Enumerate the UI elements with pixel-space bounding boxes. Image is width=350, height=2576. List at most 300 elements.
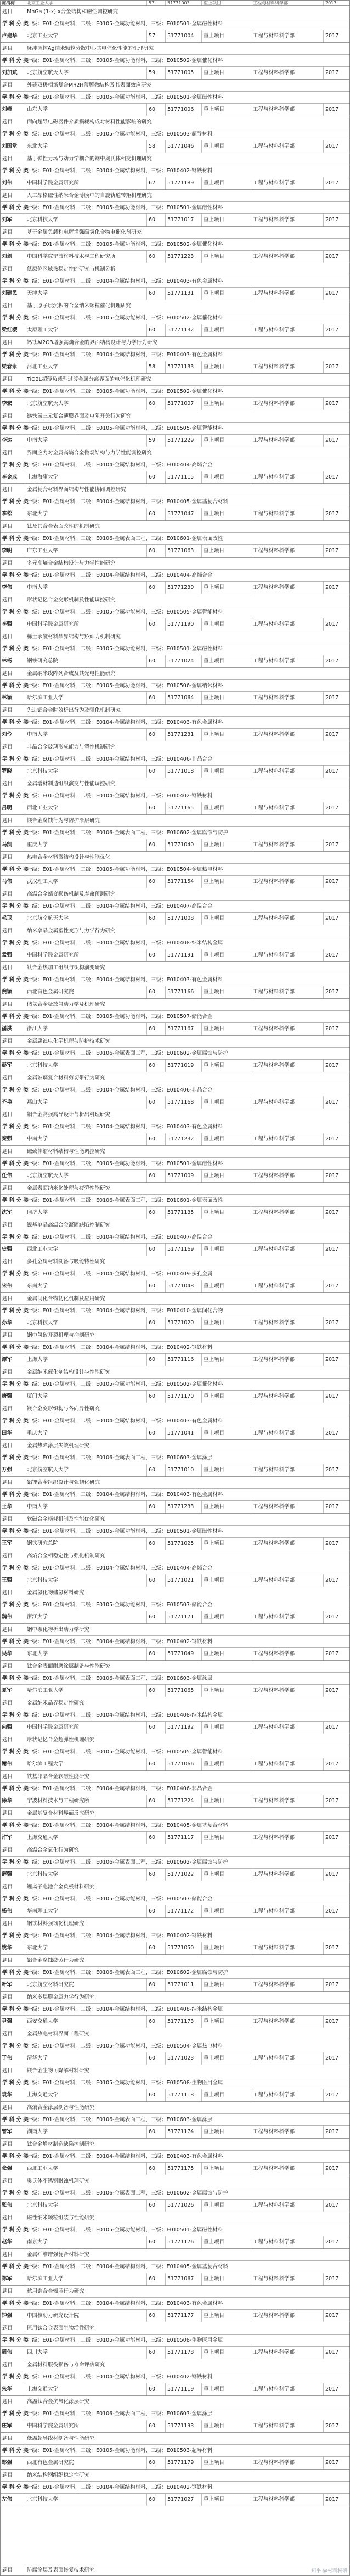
applicant-name: 沈军 (2, 1210, 13, 1216)
grant-type: 重上项目 (201, 471, 251, 483)
title-label: 题目 (2, 1700, 13, 1706)
subject-label: 学 科 分 类 (2, 1271, 29, 1277)
title-label: 题目 (2, 1627, 13, 1633)
amount: 60 (146, 1979, 165, 1991)
institution: 西北有色金属研究院 (25, 2457, 146, 2469)
grant-title: 金属热电材料界面工程研究 (25, 2028, 349, 2040)
subject-line (1, 1893, 349, 1905)
year: 2017 (323, 1979, 349, 1991)
amount: 60 (146, 1096, 165, 1109)
grant-code: 51771027 (165, 2494, 201, 2506)
title-label: 题目 (2, 229, 13, 235)
subject-line (1, 312, 349, 324)
grant-type: 重上项目 (201, 2310, 251, 2322)
institution: 武汉理工大学 (25, 876, 146, 888)
institution: 北京科技大学 (25, 1869, 146, 1881)
department: 工程与材料科学部 (251, 1942, 323, 1954)
title-label: 题目 (2, 9, 13, 15)
grant-title: 镁合金生物可降解材料研究 (25, 2065, 349, 2077)
title-label: 题目 (2, 1185, 13, 1191)
record-type: 重上项目 (201, 1, 251, 5)
grant-code: 51771021 (165, 1574, 201, 1587)
title-line (1, 1219, 349, 1231)
grant-type: 重上项目 (201, 1244, 251, 1256)
amount: 60 (146, 2457, 165, 2469)
grant-entry (1, 1293, 349, 1330)
year: 2017 (323, 2089, 349, 2101)
institution: 东北大学 (25, 508, 146, 520)
amount: 60 (146, 1464, 165, 1476)
institution: 华南理工大学 (25, 1905, 146, 1917)
title-label: 题目 (2, 2252, 13, 2258)
record-line (1, 2200, 349, 2212)
institution: 西安交通大学 (25, 2016, 146, 2028)
year: 2017 (323, 2200, 349, 2212)
subject-line (1, 717, 349, 729)
applicant-name: 林杨 (2, 658, 13, 664)
subject-label: 学 科 分 类 (2, 2264, 29, 2270)
subject-classification: 一级：E01-金属材料，二级：E0104-金属结构材料，三级：E010406-非晶合金 (25, 753, 349, 765)
institution: 天津大学 (25, 288, 146, 300)
year: 2017 (323, 949, 349, 961)
grant-entry (1, 2102, 349, 2139)
applicant-name: 秦强 (2, 1136, 13, 1142)
applicant-name: 刘剑 (2, 254, 13, 260)
year: 2017 (323, 1280, 349, 1292)
grant-entry (1, 1808, 349, 1844)
institution: 上海交通大学 (25, 2383, 146, 2395)
title-label: 题目 (2, 1847, 13, 1853)
subject-classification: 一级：E01-金属材料，二级：E0105-金属功能材料，三级：E010507-储能合金 (25, 1893, 349, 1905)
year: 2017 (323, 2310, 349, 2322)
grant-code: 51771063 (165, 545, 201, 557)
title-label: 题目 (2, 2141, 13, 2147)
subject-line (1, 937, 349, 949)
department: 工程与材料科学部 (251, 949, 323, 961)
grant-type: 重上项目 (201, 2457, 251, 2469)
grant-type: 重上项目 (201, 1023, 251, 1035)
amount: 60 (146, 2126, 165, 2138)
grant-code: 51771005 (165, 67, 201, 79)
title-line (1, 116, 349, 128)
title-label: 题目 (2, 82, 13, 88)
year: 2017 (323, 1538, 349, 1550)
grant-entry (1, 1514, 349, 1550)
grant-entry (1, 1183, 349, 1219)
record-line (1, 1501, 349, 1513)
year: 2017 (323, 2457, 349, 2469)
institution: 西北工业大学 (25, 1244, 146, 1256)
department: 工程与材料科学部 (251, 435, 323, 447)
department: 工程与材料科学部 (251, 1427, 323, 1439)
grant-type: 重上项目 (201, 876, 251, 888)
subject-classification: 一级：E01-金属材料，二级：E0104-金属结构材料，三级：E010402-钢铁材料 (25, 1930, 349, 1942)
institution: 广东工业大学 (25, 545, 146, 557)
title-label: 题目 (2, 1590, 13, 1596)
amount: 60 (146, 2310, 165, 2322)
department: 工程与材料科学部 (251, 1648, 323, 1660)
applicant-name: 孟强 (2, 952, 13, 958)
grant-type: 重上项目 (201, 618, 251, 631)
grant-entry (1, 815, 349, 852)
institution: 四川大学 (25, 2347, 146, 2359)
applicant-name: 许军 (2, 1835, 13, 1841)
applicant-name: 郑军 (2, 2276, 13, 2282)
department: 工程与材料科学部 (251, 1464, 323, 1476)
grant-type: 重上项目 (201, 766, 251, 778)
record-line (1, 288, 349, 300)
applicant-name: 马伟 (2, 879, 13, 885)
grant-title: 铜合金高强高导设计与析出机理研究 (25, 1109, 349, 1121)
grant-entry (1, 2359, 349, 2396)
title-line (1, 2139, 349, 2151)
grant-type: 重上项目 (201, 1427, 251, 1439)
grant-code: 51771024 (165, 655, 201, 667)
amount: 60 (146, 2236, 165, 2248)
subject-line (1, 239, 349, 251)
department: 工程与材料科学部 (251, 288, 323, 300)
department: 工程与材料科学部 (251, 2420, 323, 2432)
grant-entry (1, 1955, 349, 1992)
institution: 北京航空航天大学 (25, 67, 146, 79)
institution: 中南大学 (25, 1501, 146, 1513)
institution: 东北大学 (25, 1648, 146, 1660)
grant-type: 重上项目 (201, 692, 251, 704)
title-label: 题目 (2, 1443, 13, 1449)
applicant-name: 马凯 (2, 842, 13, 848)
record-line (1, 2016, 349, 2028)
subject-line (1, 790, 349, 802)
applicant-name: 谢伟 (2, 1761, 13, 1767)
applicant-name: 夏军 (2, 1688, 13, 1694)
record-line (1, 1648, 349, 1660)
applicant-name: 李明 (2, 548, 13, 554)
institution: 北京工业大学 (25, 30, 146, 42)
subject-label: 学 科 分 类 (2, 2043, 29, 2049)
grant-entry (1, 447, 349, 484)
subject-classification: 一级：E01-金属材料，二级：E0106-金属表面工程，三级：E010602-金属腐蚀与防护 (25, 1967, 349, 1978)
subject-label: 学 科 分 类 (2, 1455, 29, 1461)
grant-title: 形状记忆合金变形机制及性能调控研究 (25, 594, 349, 606)
grant-entry (1, 668, 349, 705)
amount: 60 (146, 1501, 165, 1513)
grant-entry (1, 1109, 349, 1146)
grant-code: 51771173 (165, 2016, 201, 2028)
title-label: 题目 (2, 928, 13, 934)
subject-label: 学 科 分 类 (2, 903, 29, 909)
subject-label: 学 科 分 类 (2, 1602, 29, 1608)
subject-classification: 一级：E01-金属材料，二级：E0104-金属结构材料，三级：E010405-金属基复合材料 (25, 1820, 349, 1831)
title-line (1, 1550, 349, 1562)
record-unit: 北京工业大学 (25, 1, 146, 5)
record-line (1, 1722, 349, 1734)
amount: 60 (146, 1133, 165, 1145)
grant-code: 51771041 (165, 1427, 201, 1439)
bottom-title-row (1, 2564, 349, 2575)
title-line (1, 2359, 349, 2371)
record-line (1, 361, 349, 373)
subject-label: 学 科 分 类 (2, 940, 29, 946)
subject-classification: 一级：E01-金属材料，二级：E0105-金属功能材料，三级：E010507-储能合金 (25, 1011, 349, 1022)
department: 工程与材料科学部 (251, 1023, 323, 1035)
department: 工程与材料科学部 (251, 1832, 323, 1844)
subject-classification: 一级：E01-金属材料，二级：E0106-金属表面工程，三级：E010602-金属腐蚀与防护 (25, 827, 349, 839)
grant-code: 51771192 (165, 1722, 201, 1734)
title-line (1, 668, 349, 680)
amount: 57 (146, 30, 165, 42)
grant-code: 51771066 (165, 1758, 201, 1770)
institution: 中国科学院金属研究所 (25, 2420, 146, 2432)
title-label: 题目 (2, 560, 13, 566)
record-line (1, 2420, 349, 2432)
applicant-name: 王军 (2, 1540, 13, 1546)
grant-title: 镁合金腐蚀行为与防护涂层研究 (25, 815, 349, 826)
subject-classification: 一级：E01-金属材料，二级：E0105-金属功能材料，三级：E010501-金属磁性材料 (25, 643, 349, 655)
title-label: 题目 (2, 2362, 13, 2368)
department: 工程与材料科学部 (251, 2126, 323, 2138)
title-line (1, 1734, 349, 1746)
grant-title: MnGa (1-x) x合金结构和磁性调控研究 (25, 6, 349, 18)
department: 工程与材料科学部 (251, 766, 323, 778)
title-line (1, 1036, 349, 1048)
subject-label: 学 科 分 类 (2, 1234, 29, 1240)
grant-title: 磁性纳米颗粒组装与性能研究 (25, 2212, 349, 2224)
record-line (1, 2089, 349, 2101)
subject-label: 学 科 分 类 (2, 2190, 29, 2196)
institution: 北京科技大学 (25, 1060, 146, 1072)
grant-title: 低温超导线材制备与性能研究 (25, 2433, 349, 2444)
subject-label: 学 科 分 类 (2, 131, 29, 137)
grant-entry (1, 410, 349, 447)
record-line (1, 1979, 349, 1991)
grant-title: 金属氢化物储氢材料研究 (25, 1587, 349, 1599)
grant-title: 金属增材制造组织演变与性能调控研究 (25, 778, 349, 790)
title-line (1, 300, 349, 312)
title-label: 题目 (2, 303, 13, 309)
amount: 60 (146, 2016, 165, 2028)
title-label: 题目 (2, 891, 13, 897)
grant-type: 重上项目 (201, 2089, 251, 2101)
year: 2017 (323, 545, 349, 557)
subject-classification: 一级：E01-金属材料，二级：E0105-金属功能材料，三级：E010506-金属纳米材料 (25, 680, 349, 691)
grant-code: 51771131 (165, 288, 201, 300)
grant-code: 51771190 (165, 618, 201, 631)
year: 2017 (323, 1574, 349, 1587)
subject-label: 学 科 分 类 (2, 1786, 29, 1792)
department: 工程与材料科学部 (251, 876, 323, 888)
institution: 中南大学 (25, 582, 146, 594)
record-line (1, 1869, 349, 1881)
year: 2017 (323, 1207, 349, 1219)
subject-classification: 一级：E01-金属材料，二级：E0106-金属表面工程，三级：E010603-金属涂层 (25, 1452, 349, 1464)
title-line (1, 594, 349, 606)
title-line (1, 1109, 349, 1121)
applicant-name: 吴华 (2, 1651, 13, 1657)
title-label: 题目 (2, 1921, 13, 1927)
subject-classification: 一级：E01-金属材料，二级：E0105-金属功能材料，三级：E010502-金属催化材料 (25, 386, 349, 397)
department: 工程与材料科学部 (251, 1685, 323, 1697)
subject-line (1, 974, 349, 986)
grant-type: 重上项目 (201, 1942, 251, 1954)
subject-classification: 一级：E01-金属材料，二级：E0105-金属功能材料，三级：E010501-金属磁性材料 (25, 2224, 349, 2236)
grant-type: 重上项目 (201, 1648, 251, 1660)
grant-code: 51771006 (165, 104, 201, 116)
title-line (1, 631, 349, 643)
institution: 北京科技大学 (25, 214, 146, 226)
amount: 60 (146, 1942, 165, 1954)
record-line (1, 1170, 349, 1182)
record-line (1, 214, 349, 226)
subject-label: 学 科 分 类 (2, 1859, 29, 1865)
title-label: 题目 (2, 2325, 13, 2331)
subject-line (1, 1562, 349, 1574)
subject-label: 学 科 分 类 (2, 683, 29, 689)
amount: 59 (146, 67, 165, 79)
department: 工程与材料科学部 (251, 839, 323, 851)
applicant-name: 梁红樱 (2, 327, 18, 333)
grant-type: 重上项目 (201, 140, 251, 153)
amount: 60 (146, 802, 165, 814)
institution: 浙江大学 (25, 1023, 146, 1035)
subject-classification: 一级：E01-金属材料，二级：E0106-金属表面工程，三级：E010603-金属涂层 (25, 2114, 349, 2125)
subject-label: 学 科 分 类 (2, 1197, 29, 1203)
subject-classification: 一级：E01-金属材料，二级：E0105-金属功能材料，三级：E010502-金属催化材料 (25, 312, 349, 324)
year: 2017 (323, 471, 349, 483)
applicant-name: 万强 (2, 1467, 13, 1473)
applicant-name: 刘峰 (2, 106, 13, 113)
grant-type: 重上项目 (201, 2236, 251, 2248)
title-line (1, 2433, 349, 2445)
subject-classification: 一级：E01-金属材料，二级：E0104-金属结构材料，三级：E010406-非晶合金 (25, 1084, 349, 1096)
title-line (1, 2249, 349, 2261)
grant-title: 医用钛合金表面生物活性研究 (25, 2322, 349, 2334)
subject-classification: 一级：E01-金属材料，二级：E0105-金属功能材料，三级：E010501-金属磁性材料 (25, 18, 349, 30)
record-line (1, 30, 349, 42)
grant-type: 重上项目 (201, 2200, 251, 2212)
subject-label: 学 科 分 类 (2, 278, 29, 284)
title-label: 题目 (2, 266, 13, 272)
subject-line (1, 423, 349, 435)
year: 2017 (323, 766, 349, 778)
grant-title: 铝锂合金组织设计与强韧化研究 (25, 1477, 349, 1488)
grant-title: 钢中碳化物析出动力学研究 (25, 1624, 349, 1635)
department: 工程与材料科学部 (251, 508, 323, 520)
grant-entry (1, 2322, 349, 2359)
year: 2017 (323, 876, 349, 888)
grant-title: 基于原子层沉积的合金纳米颗粒催化机理研究 (25, 300, 349, 312)
record-line (1, 1538, 349, 1550)
subject-line (1, 606, 349, 618)
subject-classification: 一级：E01-金属材料，二级：E0106-金属表面工程，三级：E010601-金属表面改性 (25, 533, 349, 544)
title-label: 题目 (2, 376, 13, 383)
record-line (1, 2383, 349, 2395)
title-line (1, 1881, 349, 1893)
grant-type: 重上项目 (201, 104, 251, 116)
grant-title: 低原位区域热稳定性的研究与机制分析 (25, 263, 349, 275)
grant-type: 重上项目 (201, 986, 251, 998)
applicant-name: 刘建民 (2, 290, 18, 296)
grant-type: 重上项目 (201, 2052, 251, 2065)
applicant-name: 潘洪 (2, 1026, 13, 1032)
applicant-name: 邹强 (2, 2460, 13, 2466)
record-line (1, 2457, 349, 2469)
institution: 同济大学 (25, 1207, 146, 1219)
watermark: 知乎 @材料科研 (311, 2568, 347, 2574)
title-label: 题目 (2, 119, 13, 125)
applicant-name: 王强 (2, 1577, 13, 1583)
title-label: 题目 (2, 1222, 13, 1228)
title-label: 题目 (2, 193, 13, 199)
subject-label: 学 科 分 类 (2, 1308, 29, 1314)
grant-entry (1, 2286, 349, 2322)
year: 2017 (323, 802, 349, 814)
subject-classification: 一级：E01-金属材料，二级：E0105-金属功能材料，三级：E010504-金属热电材料 (25, 864, 349, 875)
subject-classification: 一级：E01-金属材料，二级：E0104-金属结构材料，三级：E010407-高温合金 (25, 901, 349, 912)
institution: 北京科技大学 (25, 2494, 146, 2506)
grant-code: 51771019 (165, 1060, 201, 1072)
subject-line (1, 1857, 349, 1869)
subject-line (1, 55, 349, 67)
year: 2017 (323, 913, 349, 925)
title-label: 题目 (2, 2031, 13, 2037)
grant-entry (1, 1771, 349, 1808)
grant-code: 51771011 (165, 1979, 201, 1991)
applicant-name: 于伟 (2, 2055, 13, 2061)
subject-line (1, 349, 349, 361)
subject-label: 学 科 分 类 (2, 425, 29, 431)
grant-code: 51771229 (165, 435, 201, 447)
grant-code: 51771018 (165, 766, 201, 778)
institution: 钢铁研究总院 (25, 1538, 146, 1550)
title-line (1, 227, 349, 239)
subject-label: 学 科 分 类 (2, 2411, 29, 2417)
record-line (1, 1096, 349, 1109)
title-line (1, 815, 349, 827)
title-line (1, 1808, 349, 1820)
title-line (1, 888, 349, 901)
subject-label: 学 科 分 类 (2, 609, 29, 615)
title-line (1, 80, 349, 92)
grant-type: 重上项目 (201, 398, 251, 410)
grant-type: 重上项目 (201, 2347, 251, 2359)
title-line (1, 1697, 349, 1709)
grant-type: 重上项目 (201, 1317, 251, 1329)
amount: 60 (146, 839, 165, 851)
institution: 上海海事大学 (25, 471, 146, 483)
title-label: 题目 (2, 2178, 13, 2184)
amount: 60 (146, 1391, 165, 1403)
department: 工程与材料科学部 (251, 1207, 323, 1219)
department: 工程与材料科学部 (251, 251, 323, 263)
applicant-name: 袁华 (2, 2092, 13, 2098)
applicant-name: 彭军 (2, 1062, 13, 1068)
grant-type: 重上项目 (201, 2420, 251, 2432)
grant-entry (1, 1256, 349, 1293)
grant-code: 51771231 (165, 729, 201, 741)
department: 工程与材料科学部 (251, 1574, 323, 1587)
applicant-name: 罗晓 (2, 768, 13, 774)
amount: 60 (146, 251, 165, 263)
title-line (1, 558, 349, 570)
grant-entry (1, 2249, 349, 2286)
grant-entry (1, 6, 349, 43)
title-line (1, 2396, 349, 2408)
subject-label: 学 科 分 类 (2, 2337, 29, 2343)
subject-classification: 一级：E01-金属材料，二级：E0105-金属功能材料，三级：E010501-金属磁性材料 (25, 1158, 349, 1169)
grant-entry (1, 999, 349, 1036)
amount: 60 (146, 1023, 165, 1035)
amount: 60 (146, 1905, 165, 1917)
